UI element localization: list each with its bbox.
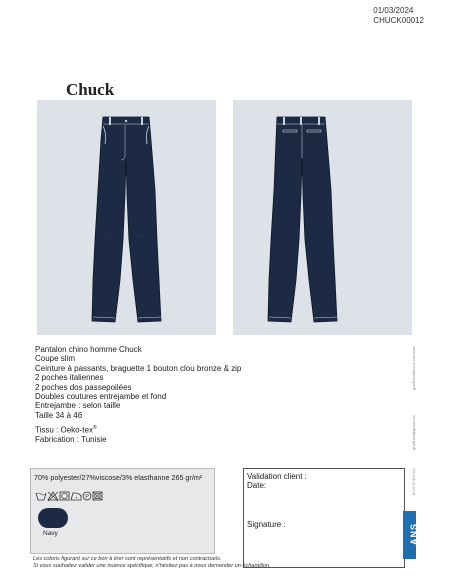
side-info-email: gl-toff-ans@gmail.com [412, 415, 416, 450]
description-line: 2 poches dos passepoilées [35, 382, 132, 392]
side-contact-info [412, 330, 422, 495]
client-validation-box [243, 468, 405, 568]
description-line: Coupe slim [35, 354, 76, 364]
fabric-certification [35, 424, 241, 435]
description-line: 2 poches italiennes [35, 373, 104, 383]
fabric-composition: 70% polyester/27%viscose/3% elasthanne 265 gr/m² [34, 473, 203, 482]
fabric-composition-box [30, 468, 215, 554]
brand-logo [403, 511, 420, 559]
validation-date-label: Date: [247, 481, 267, 490]
validation-signature-label: Signature : [247, 520, 286, 529]
footer-line-1: Les coloris figurant sur ce bon à tirer sont représentatifs et non contractuels. [33, 556, 222, 562]
brand-logo-text: ANS [409, 522, 420, 546]
validation-header [247, 472, 307, 490]
tumble-dry-low-icon [60, 492, 69, 500]
document-reference: CHUCK00012 [373, 16, 424, 25]
no-tumble-dry-icon [93, 492, 102, 500]
no-bleach-icon [48, 492, 58, 501]
color-swatch-label: Navy [43, 530, 58, 537]
footer-disclaimer [33, 556, 271, 570]
trouser-back-illustration [233, 100, 412, 335]
side-info-phone: tel 03 20 202 021 [412, 467, 416, 495]
description-line: Doubles coutures entrejambe et fond [35, 392, 167, 402]
back-view-panel [233, 100, 412, 335]
validation-client-label: Validation client : [247, 472, 307, 481]
care-icons [35, 490, 105, 502]
product-description [35, 345, 241, 445]
svg-text:P: P [85, 494, 89, 500]
description-line: Ceinture à passants, braguette 1 bouton clou bronze & zip [35, 363, 242, 373]
dry-clean-p-icon [83, 492, 91, 500]
color-swatch-navy [38, 508, 68, 528]
fabrication-origin: Fabrication : Tunisie [35, 435, 107, 445]
product-title: Chuck [66, 80, 115, 99]
front-view-panel [37, 100, 216, 335]
description-line: Entrejambe : selon taille [35, 401, 121, 411]
fabric-certification-text: Tissu : Oeko-tex [35, 425, 93, 435]
side-info-website: gl-toff-foodservice.com/www [412, 346, 416, 390]
description-line: Pantalon chino homme Chuck [35, 345, 142, 354]
description-line: Taille 34 à 46 [35, 410, 83, 420]
footer-line-2: Si vous souhaitez valider une nuance spécifique, n'hésitez pas à nous demander un échantillon. [33, 563, 271, 569]
document-header [373, 6, 424, 26]
trouser-front-illustration [37, 100, 216, 335]
document-date: 01/03/2024 [373, 6, 414, 15]
iron-low-icon [71, 493, 81, 500]
registered-mark: ® [92, 425, 97, 432]
wash-30-icon [36, 493, 46, 500]
